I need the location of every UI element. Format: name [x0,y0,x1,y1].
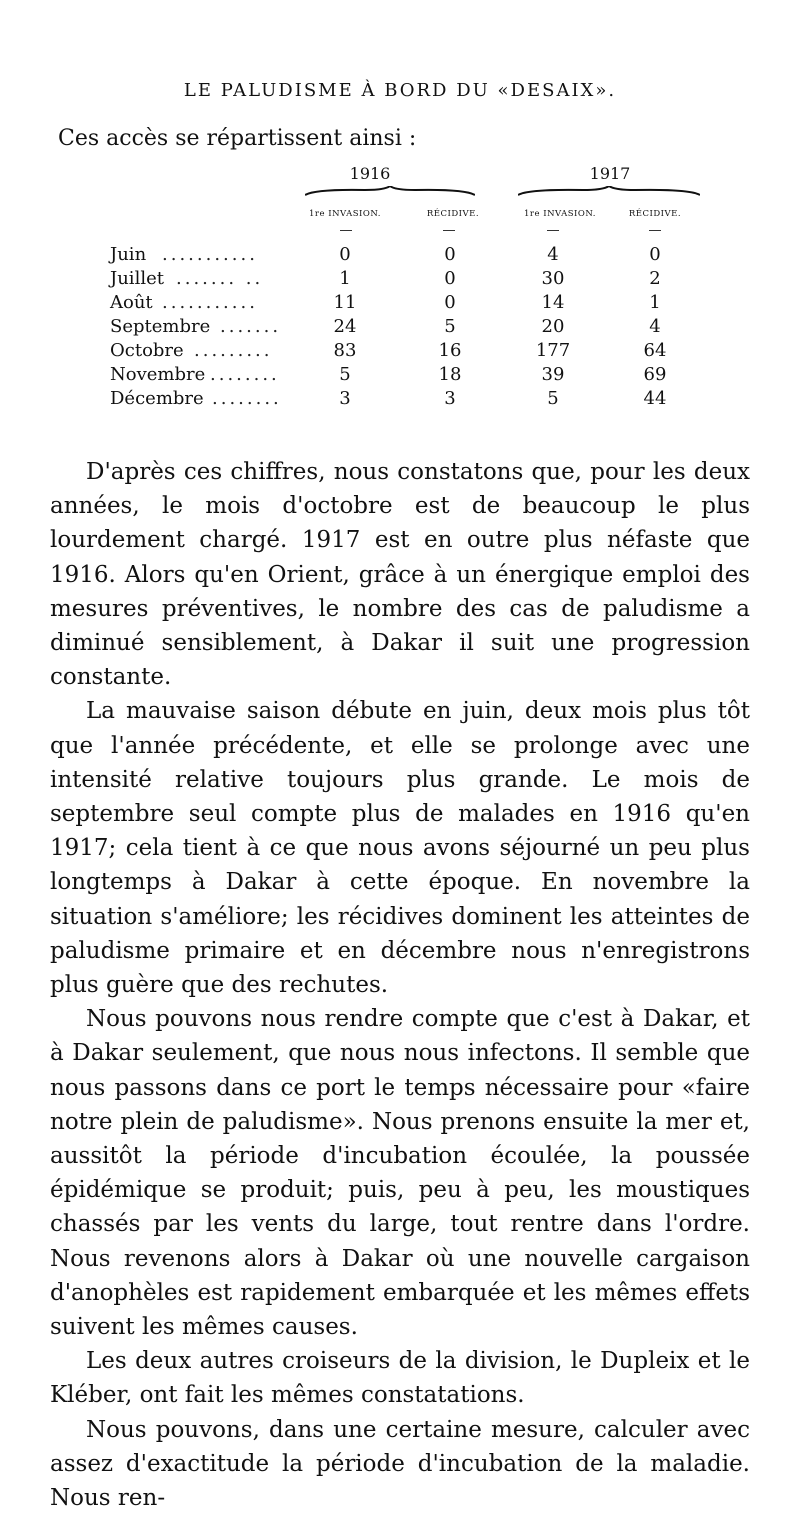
paragraph: La mauvaise saison débute en juin, deux mois plus tôt que l'année précédente, et elle se prolonge avec une intensité relative toujours plus grande. Le mois de septembre seul compte plus de malades en 1916 qu'en 1917; cela tient à ce que nous avons séjourné un peu plus longtemps à Dakar à cette époque. En novembre la situation s'améliore; les récidives dominent les atteintes de paludisme primaire et en décembre nous n'enregistrons plus guère que des rechutes. [50,698,750,999]
paragraph: D'après ces chiffres, nous constatons que, pour les deux années, le mois d'octobre est de beaucoup le plus lourdement chargé. 1917 est en outre plus néfaste que 1916. Alors qu'en Orient, grâce à un énergique emploi des mesures préventives, le nombre des cas de paludisme a diminué sensiblement, à Dakar il suit une progression constante. [50,459,750,691]
cell-value: 24 [333,316,357,337]
cell-value: 83 [333,340,357,361]
cell-value: 0 [649,244,661,265]
cell-value: 3 [444,388,456,409]
cell-value: 1 [339,268,351,289]
leader-dots: ....... .. [176,268,264,289]
cell-value: 5 [339,364,351,385]
table-row [110,388,710,412]
cell-value: 5 [547,388,559,409]
cell-value: 3 [339,388,351,409]
cell-value: 0 [444,292,456,313]
paragraph: Les deux autres croiseurs de la division, le Dupleix et le Kléber, ont fait les mêmes constatations. [50,1348,750,1409]
subheader-1917-invasion: 1re INVASION. [524,209,596,219]
column-dash [547,230,559,231]
leader-dots: ....... [220,316,282,337]
subheader-1917-recidive: RÉCIDIVE. [628,209,682,219]
column-dash [649,230,661,231]
intro-line: Ces accès se répartissent ainsi : [58,126,417,151]
month-label: Août [110,292,153,313]
cell-value: 1 [649,292,661,313]
table-row [110,268,710,292]
cell-value: 5 [444,316,456,337]
cell-value: 20 [541,316,565,337]
cell-value: 2 [649,268,661,289]
leader-dots: ........ [212,388,282,409]
month-label: Juillet [110,268,164,289]
table-row [110,364,710,388]
table-row [110,244,710,268]
month-label: Octobre [110,340,184,361]
table-row [110,340,710,364]
cell-value: 4 [547,244,559,265]
month-label: Juin [110,244,147,265]
cell-value: 30 [541,268,565,289]
cell-value: 64 [643,340,667,361]
column-dash [443,230,455,231]
malaria-table [110,164,710,434]
year-header-1916: 1916 [349,164,391,183]
cell-value: 0 [444,268,456,289]
table-row [110,292,710,316]
cell-value: 11 [333,292,357,313]
leader-dots: ........... [162,292,258,313]
cell-value: 4 [649,316,661,337]
column-dash [340,230,352,231]
paragraph: Nous pouvons nous rendre compte que c'est à Dakar, et à Dakar seulement, que nous nous infectons. Il semble que nous passons dans ce port le temps nécessaire pour «faire notre plein de paludisme». Nous prenons ensuite la mer et, aussitôt la période d'incubation écoulée, la poussée épidémique se produit; puis, peu à peu, les moustiques chassés par les vents du large, tout rentre dans l'ordre. Nous revenons alors à Dakar où une nouvelle cargaison d'anophèles est rapidement embarquée et les mêmes effets suivent les mêmes causes. [50,1006,750,1341]
cell-value: 0 [444,244,456,265]
table-row [110,316,710,340]
cell-value: 14 [541,292,565,313]
body-text [50,455,750,1515]
month-label: Décembre [110,388,204,409]
running-head: LE PALUDISME À BORD DU «DESAIX». [183,80,617,101]
cell-value: 0 [339,244,351,265]
year-header-1917: 1917 [589,164,631,183]
cell-value: 16 [438,340,462,361]
brace-1917 [518,186,700,196]
leader-dots: ........... [162,244,258,265]
paragraph: Nous pouvons, dans une certaine mesure, calculer avec assez d'exactitude la période d'incubation de la maladie. Nous ren- [50,1416,750,1512]
subheader-1916-recidive: RÉCIDIVE. [426,209,480,219]
cell-value: 18 [438,364,462,385]
cell-value: 69 [643,364,667,385]
cell-value: 177 [535,340,571,361]
subheader-1916-invasion: 1re INVASION. [309,209,381,219]
month-label: Novembre [110,364,206,385]
leader-dots: ......... [194,340,273,361]
cell-value: 39 [541,364,565,385]
month-label: Septembre [110,316,211,337]
cell-value: 44 [643,388,667,409]
leader-dots: ........ [210,364,280,385]
brace-1916 [305,186,475,196]
